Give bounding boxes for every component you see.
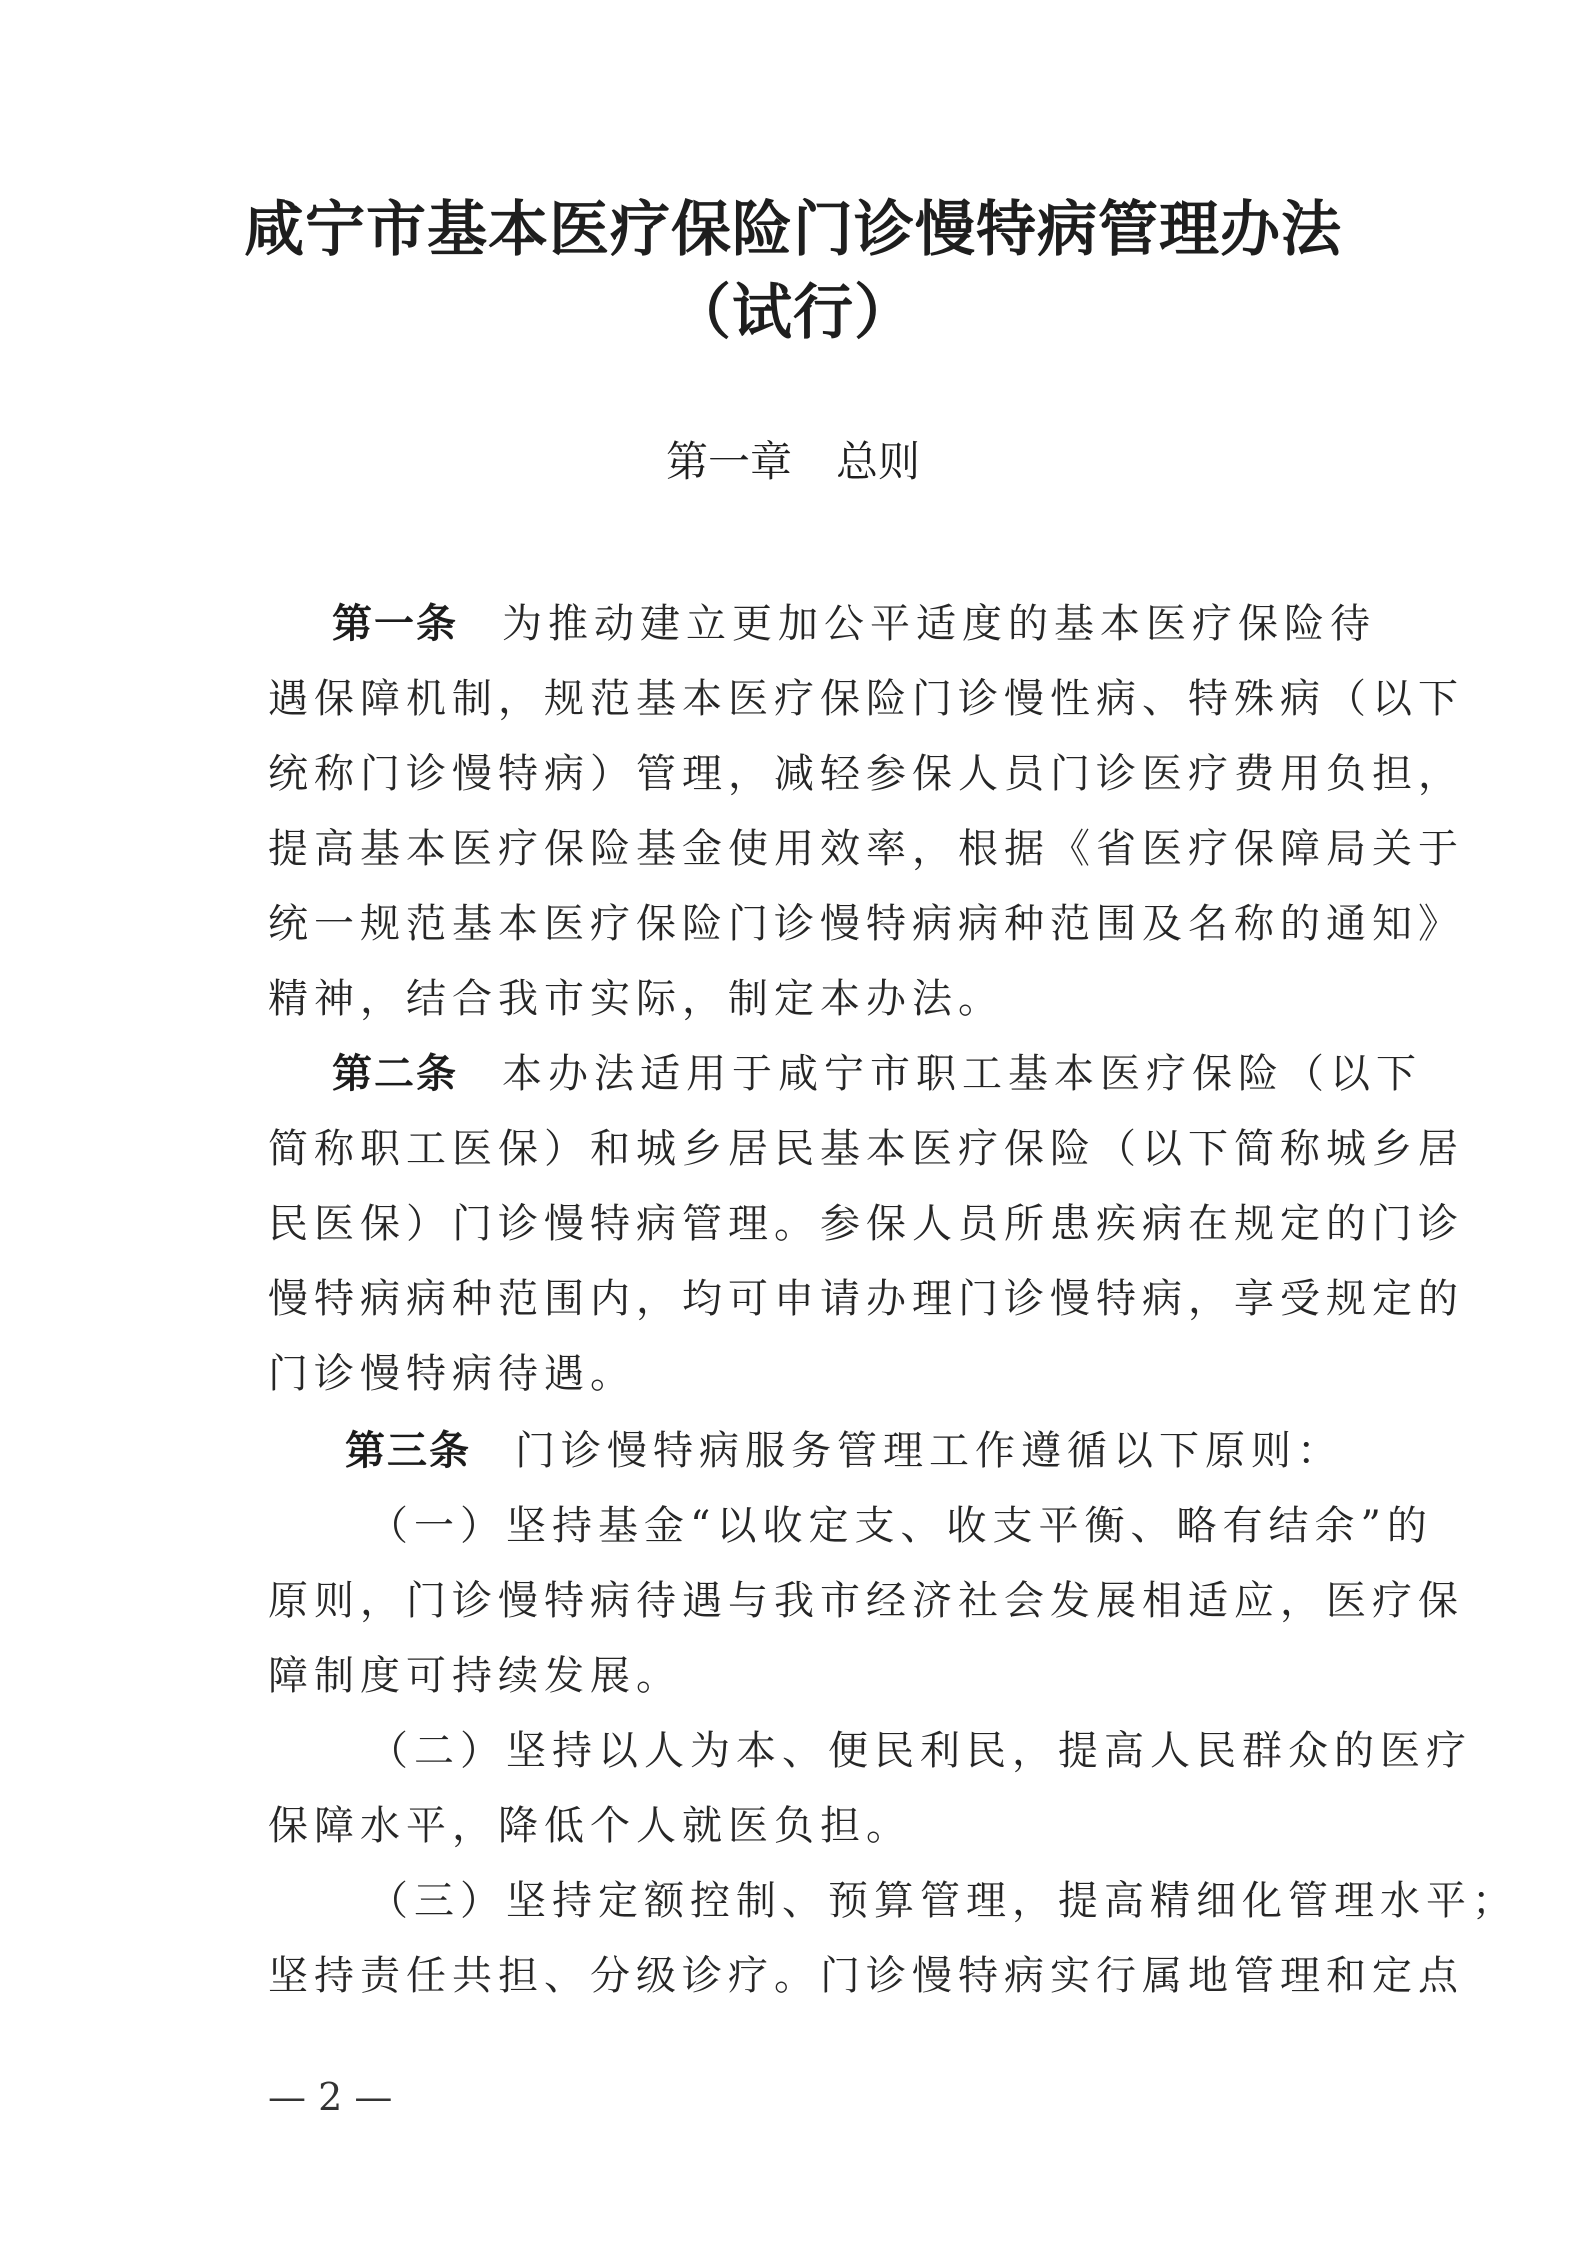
chapter-heading — [0, 432, 1586, 492]
article-2-line-3: 民医保）门诊慢特病管理。参保人员所患疾病在规定的门诊 — [268, 1201, 1464, 1247]
page-number: — 2 — — [268, 2075, 393, 2119]
document-title: 咸宁市基本医疗保险门诊慢特病管理办法 — [244, 195, 1342, 265]
article-3-item-2-line-1: （二）坚持以人为本、便民利民，提高人民群众的医疗 — [368, 1728, 1472, 1774]
article-2-line-4: 慢特病病种范围内，均可申请办理门诊慢特病，享受规定的 — [268, 1276, 1464, 1322]
article-3-line-1: 第三条 门诊慢特病服务管理工作遵循以下原则： — [345, 1428, 1343, 1474]
article-3-item-3-line-2: 坚持责任共担、分级诊疗。门诊慢特病实行属地管理和定点 — [268, 1953, 1464, 1999]
article-1-line-6: 精神，结合我市实际，制定本办法。 — [268, 976, 1004, 1022]
chapter-name: 总则 — [836, 437, 921, 486]
article-2-line-1: 第二条 本办法适用于咸宁市职工基本医疗保险（以下 — [332, 1051, 1422, 1097]
article-1-line-3: 统称门诊慢特病）管理，减轻参保人员门诊医疗费用负担， — [268, 751, 1464, 797]
article-1-line-1: 第一条 为推动建立更加公平适度的基本医疗保险待 — [332, 601, 1376, 647]
article-3-item-1-line-1: （一）坚持基金“以收定支、收支平衡、略有结余”的 — [368, 1503, 1433, 1549]
article-3-item-3-line-1: （三）坚持定额控制、预算管理，提高精细化管理水平； — [368, 1878, 1518, 1924]
article-3-item-1-line-3: 障制度可持续发展。 — [268, 1653, 682, 1699]
article-2-line-2: 简称职工医保）和城乡居民基本医疗保险（以下简称城乡居 — [268, 1126, 1464, 1172]
article-1-line-2: 遇保障机制，规范基本医疗保险门诊慢性病、特殊病（以下 — [268, 676, 1464, 722]
article-1-label: 第一条 — [332, 601, 458, 647]
document-title-suffix: （试行） — [671, 278, 915, 348]
article-1-line-5: 统一规范基本医疗保险门诊慢特病病种范围及名称的通知》 — [268, 901, 1464, 947]
article-2-line-5: 门诊慢特病待遇。 — [268, 1351, 636, 1397]
chapter-number: 第一章 — [665, 437, 792, 486]
article-3-item-2-line-2: 保障水平，降低个人就医负担。 — [268, 1803, 912, 1849]
article-1-line-4: 提高基本医疗保险基金使用效率，根据《省医疗保障局关于 — [268, 826, 1464, 872]
article-3-label: 第三条 — [345, 1428, 471, 1474]
article-2-label: 第二条 — [332, 1051, 458, 1097]
article-3-item-1-line-2: 原则，门诊慢特病待遇与我市经济社会发展相适应，医疗保 — [268, 1578, 1464, 1624]
